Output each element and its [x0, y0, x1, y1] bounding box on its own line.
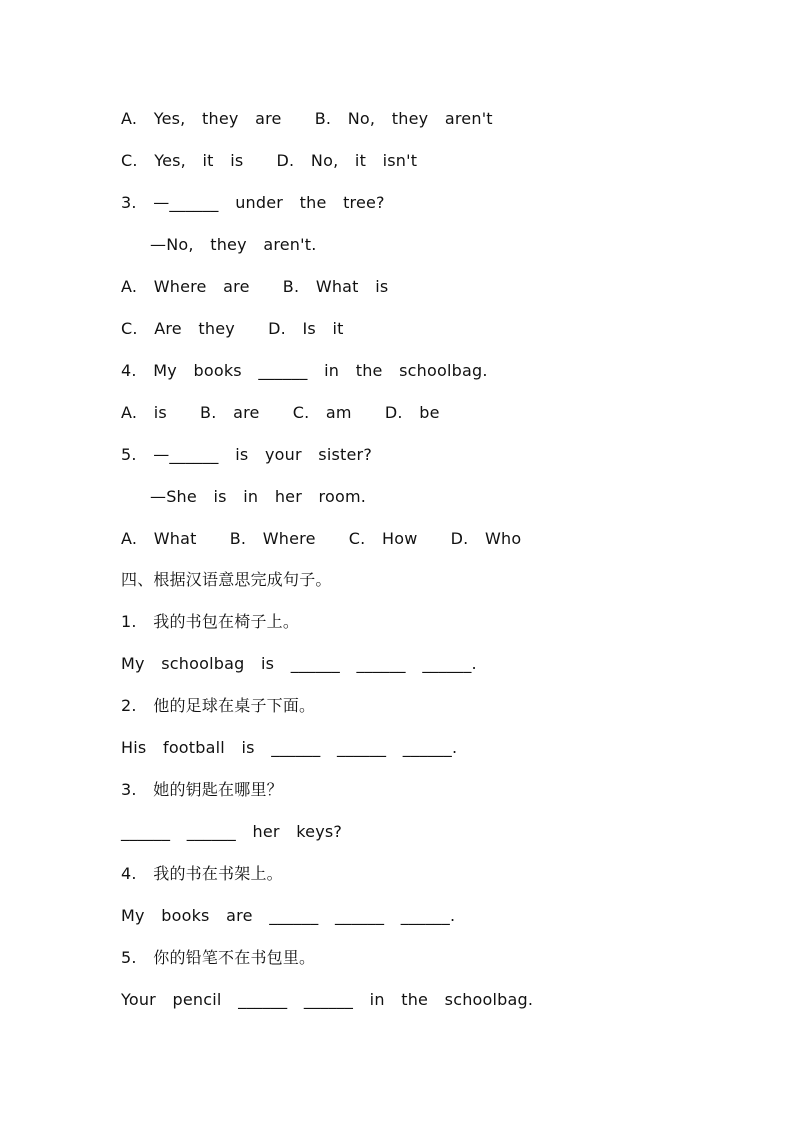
- s4-item1-english: My schoolbag is ______ ______ ______.: [121, 654, 477, 673]
- q4-options: A. is B. are C. am D. be: [121, 403, 440, 422]
- s4-item4-chinese: 4. 我的书在书架上。: [121, 864, 283, 883]
- s4-item3-english: ______ ______ her keys?: [121, 822, 343, 841]
- q2-options-cd: C. Yes, it is D. No, it isn't: [121, 151, 418, 170]
- s4-item2-english: His football is ______ ______ ______.: [121, 738, 458, 757]
- q3-answer: —No, they aren't.: [150, 235, 317, 254]
- q5-options: A. What B. Where C. How D. Who: [121, 529, 522, 548]
- q3-options-cd: C. Are they D. Is it: [121, 319, 344, 338]
- s4-item3-chinese: 3. 她的钥匙在哪里？: [121, 780, 283, 799]
- q3-question: 3. —______ under the tree?: [121, 193, 385, 212]
- s4-item5-english: Your pencil ______ ______ in the schoolbag.: [121, 990, 534, 1009]
- s4-item4-english: My books are ______ ______ ______.: [121, 906, 456, 925]
- q4-question: 4. My books ______ in the schoolbag.: [121, 361, 488, 380]
- s4-item1-chinese: 1. 我的书包在椅子上。: [121, 612, 300, 631]
- section-four-title: 四、根据汉语意思完成句子。: [121, 570, 332, 589]
- q2-options-ab: A. Yes, they are B. No, they aren't: [121, 109, 493, 128]
- s4-item5-chinese: 5. 你的铅笔不在书包里。: [121, 948, 316, 967]
- q5-answer: —She is in her room.: [150, 487, 367, 506]
- q5-question: 5. —______ is your sister?: [121, 445, 373, 464]
- q3-options-ab: A. Where are B. What is: [121, 277, 389, 296]
- s4-item2-chinese: 2. 他的足球在桌子下面。: [121, 696, 316, 715]
